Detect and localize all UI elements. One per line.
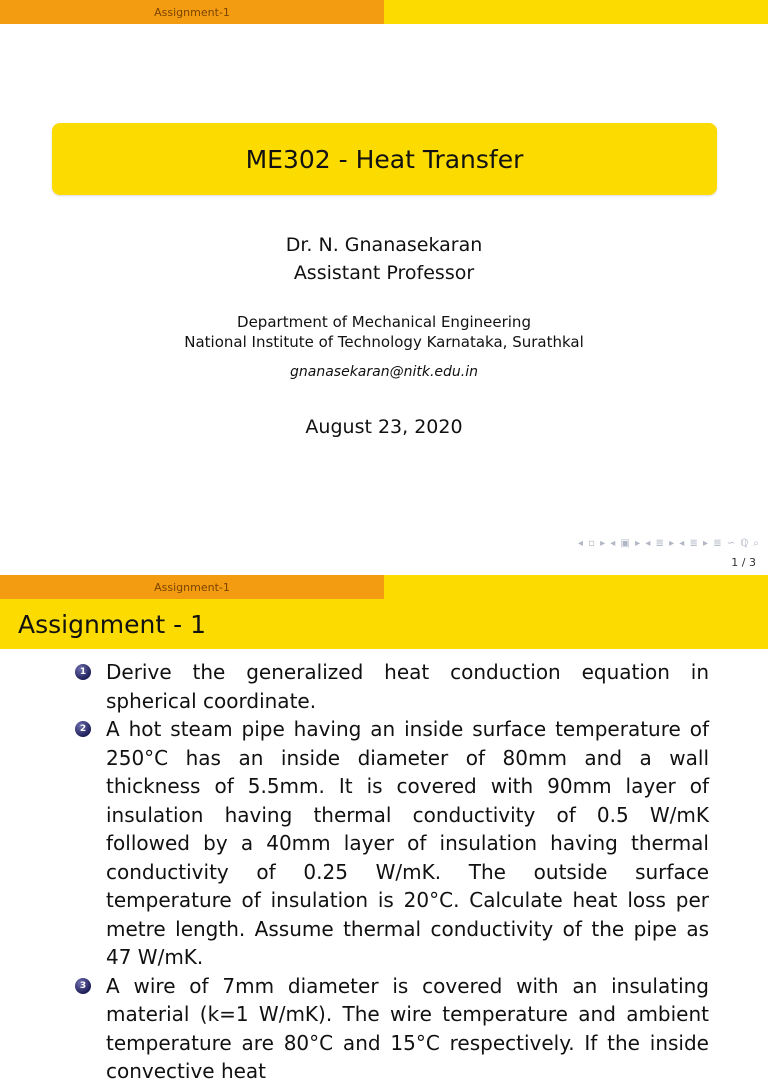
assignment-list xyxy=(74,658,709,1086)
navigation-controls[interactable]: ◂ ▫ ▸ ◂ ▣ ▸ ◂ ≣ ▸ ◂ ≣ ▸ ≣ ∽ ℚ ⌕ xyxy=(577,538,760,549)
header-section-left xyxy=(0,0,384,24)
title-box xyxy=(52,123,717,195)
item-text: A hot steam pipe having an inside surface temperature of 250°C has an inside diameter of 80mm and a wall thickness of 5.5mm. It is covered with 90mm layer of insulation having thermal conductivity of 0.5 W/mK followed by a 40mm layer of insulation having thermal conductivity of 0.25 W/mK. The outside surface temperature of insulation is 20°C. Calculate heat loss per metre length. Assume thermal conductivity of the pipe as 47 W/mK. xyxy=(106,717,709,969)
institute: National Institute of Technology Karnataka, Surathkal xyxy=(184,333,584,351)
page-number: 1 / 3 xyxy=(731,556,756,569)
header-label: Assignment-1 xyxy=(154,5,230,19)
frame-title: Assignment - 1 xyxy=(18,609,207,639)
header-bar xyxy=(0,0,768,24)
frame-title-bar xyxy=(0,599,768,649)
header-section-right xyxy=(384,0,768,24)
header-section-left xyxy=(0,575,384,599)
item-text: A wire of 7mm diameter is covered with an insulating material (k=1 W/mK). The wire temperature and ambient temperature are 80°C and 15°C respectively. If the inside convective heat xyxy=(106,973,709,1083)
header-section-right xyxy=(384,575,768,599)
number-bullet-icon: 1 xyxy=(75,664,91,680)
list-item xyxy=(74,658,709,715)
number-bullet-icon: 3 xyxy=(75,978,91,994)
slide-title: ME302 - Heat Transfer xyxy=(245,144,524,174)
author-block xyxy=(0,231,768,287)
number-bullet-icon: 2 xyxy=(75,721,91,737)
header-label: Assignment-1 xyxy=(154,580,230,594)
email: gnanasekaran@nitk.edu.in xyxy=(290,364,478,380)
slide-2 xyxy=(0,575,768,1083)
author-role: Assistant Professor xyxy=(293,262,475,284)
list-item xyxy=(74,715,709,972)
department: Department of Mechanical Engineering xyxy=(237,313,531,331)
header-bar xyxy=(0,575,768,599)
institute-block xyxy=(0,312,768,352)
list-item xyxy=(74,972,709,1086)
date: August 23, 2020 xyxy=(305,416,463,438)
author-name: Dr. N. Gnanasekaran xyxy=(285,234,483,256)
item-text: Derive the generalized heat conduction equation in spherical coordinate. xyxy=(106,660,709,713)
